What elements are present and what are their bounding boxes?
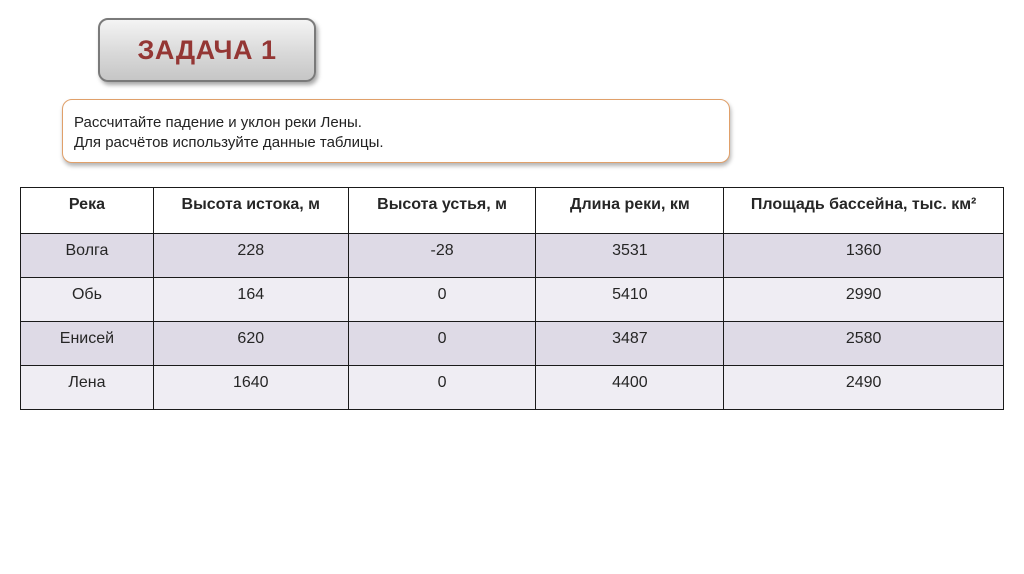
header-mouth-height: Высота устья, м: [348, 188, 536, 234]
cell-basin-area: 2490: [724, 366, 1004, 410]
cell-length: 5410: [536, 278, 724, 322]
cell-length: 3531: [536, 234, 724, 278]
task-box: [62, 99, 730, 163]
cell-length: 3487: [536, 322, 724, 366]
cell-mouth-height: -28: [348, 234, 536, 278]
rivers-table: [20, 187, 1004, 410]
table-header-row: [21, 188, 1004, 234]
table-row: [21, 278, 1004, 322]
cell-mouth-height: 0: [348, 322, 536, 366]
cell-source-height: 164: [153, 278, 348, 322]
table-row: [21, 366, 1004, 410]
cell-source-height: 228: [153, 234, 348, 278]
table-row: [21, 322, 1004, 366]
header-river: Река: [21, 188, 154, 234]
title-box: [98, 18, 316, 82]
header-length: Длина реки, км: [536, 188, 724, 234]
task-line-1: Рассчитайте падение и уклон реки Лены.: [74, 114, 362, 131]
cell-source-height: 620: [153, 322, 348, 366]
cell-basin-area: 1360: [724, 234, 1004, 278]
cell-river: Енисей: [21, 322, 154, 366]
cell-river: Волга: [21, 234, 154, 278]
cell-mouth-height: 0: [348, 366, 536, 410]
cell-length: 4400: [536, 366, 724, 410]
cell-basin-area: 2580: [724, 322, 1004, 366]
cell-basin-area: 2990: [724, 278, 1004, 322]
slide-title: ЗАДАЧА 1: [137, 34, 277, 65]
task-line-2: Для расчётов используйте данные таблицы.: [74, 134, 384, 151]
header-source-height: Высота истока, м: [153, 188, 348, 234]
table-row: [21, 234, 1004, 278]
cell-river: Обь: [21, 278, 154, 322]
cell-mouth-height: 0: [348, 278, 536, 322]
cell-source-height: 1640: [153, 366, 348, 410]
header-basin-area: Площадь бассейна, тыс. км²: [724, 188, 1004, 234]
cell-river: Лена: [21, 366, 154, 410]
